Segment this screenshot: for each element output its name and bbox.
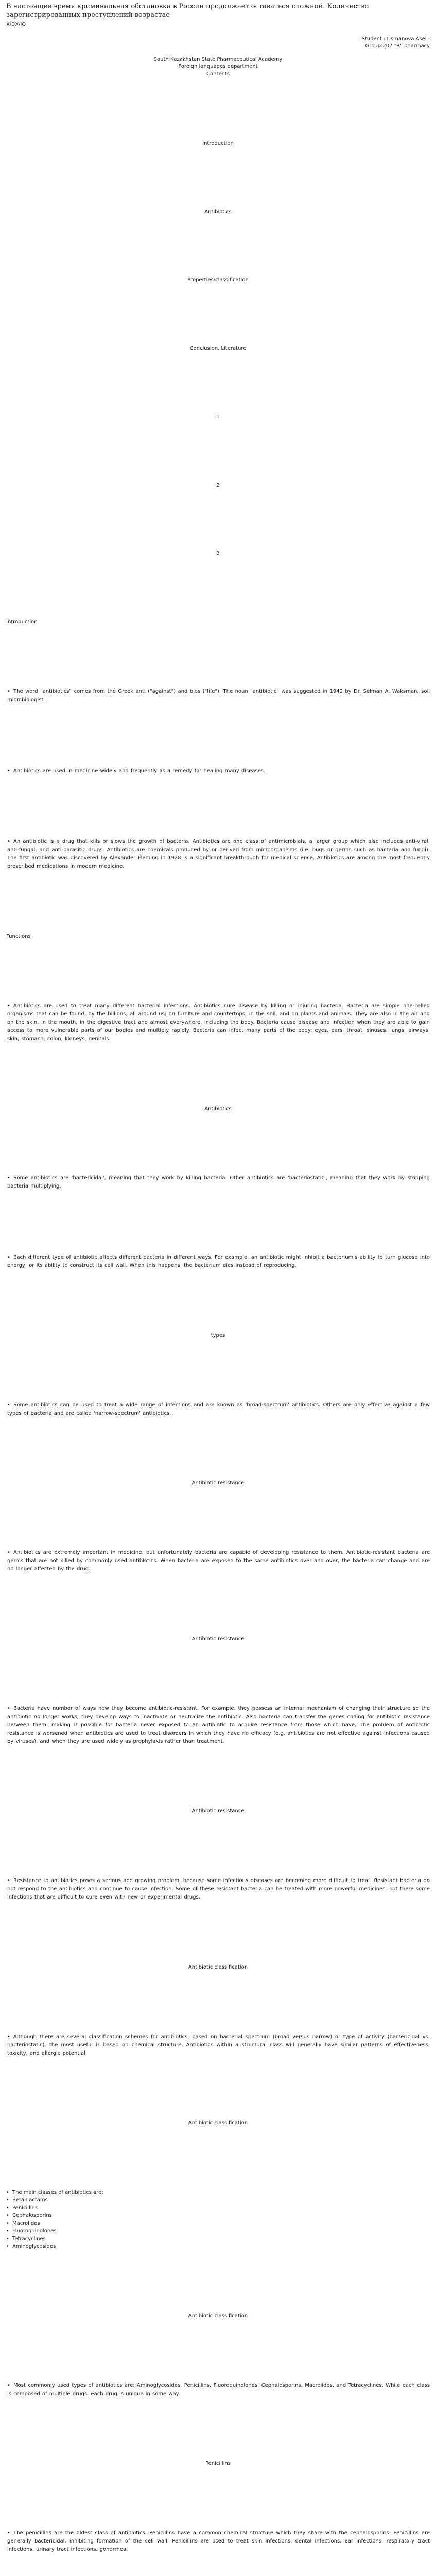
classes-list bbox=[6, 2189, 430, 2250]
paragraph-intro-1: • The word "antibiotics" comes from the Greek anti ("against") and bios ("life"). The noun "antibiotic" was suggested in 1942 by Dr. Selman A. Waksman, soil microbiologist . bbox=[6, 688, 430, 704]
paragraph-antibiotics-1: • Some antibiotics are 'bactericidal', meaning that they work by killing bacteria. Other antibiotics are 'bacteriostatic', meaning that they work by stopping bacteria multiplying. bbox=[6, 1174, 430, 1191]
toc-conclusion: Conclusion. Literature bbox=[189, 346, 247, 351]
university-info bbox=[6, 56, 430, 78]
section-resistance-3: Antibiotic resistance bbox=[191, 1808, 245, 1815]
paragraph-intro-2: • Antibiotics are used in medicine widely and frequently as a remedy for healing many diseases. bbox=[6, 767, 430, 775]
list-item: • Penicillins bbox=[6, 2204, 430, 2212]
paragraph-antibiotics-2: • Each different type of antibiotic affects different bacteria in different ways. For example, an antibiotic might inhibit a bacterium's ability to turn glucose into energy, or its ability to construct its cell wall. When this happens, the bacterium dies instead of reproducing. bbox=[6, 1253, 430, 1270]
paragraph-resistance-2: • Bacteria have number of ways how they become antibiotic-resistant. For example, they possess an internal mechanism of changing their structure so the antibiotic no longer works, they develop ways to inactivate or neutralize the antibiotic. Also bacteria can transfer the genes coding for antibiotic resistance between them, making it possible for bacteria never exposed to an antibiotic to acquire resistance from those which have. The problem of antibiotic resistance is worsened when antibiotics are used to treat disorders in which they have no efficacy (e.g. antibiotics are not effective against infections caused by viruses), and when they are used widely as prophylaxis rather than treatment. bbox=[6, 1705, 430, 1746]
paragraph-classification-1: • Although there are several classification schemes for antibiotics, based on bacterial spectrum (broad versus narrow) or type of activity (bactericidal vs. bacteriostatic), the most useful is based on chemical structure. Antibiotics within a structural class will generally have similar patterns of effectiveness, toxicity, and allergic potential. bbox=[6, 2033, 430, 2058]
student-name: Student : Usmanova Asel . bbox=[361, 36, 430, 42]
list-item: • Macrolides bbox=[6, 2219, 430, 2227]
section-antibiotics: Antibiotics bbox=[204, 1106, 232, 1112]
list-item: • Cephalosporins bbox=[6, 2212, 430, 2219]
student-group: Group:207 "R" pharmacy bbox=[365, 43, 430, 49]
toc-number-3: 3 bbox=[216, 551, 220, 557]
paragraph-intro-3: • An antibiotic is a drug that kills or slows the growth of bacteria. Antibiotics are one class of antimicrobials, a larger group which also includes anti-viral, anti-fungal, and anti-parasitic drugs. Antibiotics are chemicals produced by or derived from microorganisms (i.e. bugs or germs such as bacteria and fungi). The first antibiotic was discovered by Alexander Fleming in 1928 is a significant breakthrough for medical science. Antibiotics are among the most frequently prescribed medications in modern medicine. bbox=[6, 838, 430, 871]
toc-number-2: 2 bbox=[216, 482, 220, 488]
document-header bbox=[6, 0, 430, 78]
document-title: В настоящее время криминальная обстановка в России продолжает оставаться сложной. Количество зарегистрированных преступлений возрастае bbox=[6, 3, 369, 19]
source-line: Х/ЭХ/Ю bbox=[6, 22, 26, 27]
section-classification: Antibiotic classification bbox=[188, 1964, 248, 1970]
department-name: Foreign languages department bbox=[178, 64, 258, 70]
toc-properties: Properties/classification bbox=[187, 277, 249, 283]
student-info bbox=[6, 36, 430, 50]
paragraph-resistance-3: • Resistance to antibiotics poses a serious and growing problem, because some infectious diseases are becoming more difficult to treat. Resistant bacteria do not respond to the antibiotics and continue to cause infection. Some of these resistant bacteria can be treated with more powerful medicines, but there some infections that are difficult to cure even with new or experimental drugs. bbox=[6, 1877, 430, 1902]
paragraph-penicillins-2: • The penicillins are the oldest class of antibiotics. Penicillins have a common chemical structure which they share with the cephalosporins. Penicillins are generally bactericidal, inhibiting formation of the cell wall. Penicillins are used to treat skin infections, dental infections, ear infections, respiratory tract infections, urinary tract infections, gonorrhea. bbox=[6, 2529, 430, 2554]
toc-introduction: Introduction bbox=[202, 140, 234, 146]
toc-antibiotics: Antibiotics bbox=[204, 209, 232, 215]
list-item: • Aminoglycosides bbox=[6, 2243, 430, 2250]
section-introduction: Introduction bbox=[6, 619, 38, 625]
toc-number-1: 1 bbox=[216, 414, 220, 420]
paragraph-penicillins-1: • Most commonly used types of antibiotics are: Aminoglycosides, Penicillins, Fluoroquinolones, Cephalosporins, Macrolides, and Tetracyclines. While each class is composed of multiple drugs, each drug is unique in some way. bbox=[6, 2382, 430, 2398]
section-resistance-2: Antibiotic resistance bbox=[191, 1636, 245, 1642]
section-types: types bbox=[211, 1332, 225, 1338]
section-classification-3: Antibiotic classification bbox=[188, 2313, 248, 2319]
list-item: • Fluoroquinolones bbox=[6, 2227, 430, 2235]
paragraph-functions-1: • Antibiotics are used to treat many different bacterial infections. Antibiotics cure disease by killing or injuring bacteria. Bacteria are simple one-celled organisms that can be found, by the billions, all around us: on furniture and countertops, in the soil, and on plants and animals. They are also in the air and on the skin, in the mouth, in the digestive tract and almost everywhere, including the body. Bacteria cause disease and infection when they are able to gain access to more vulnerable parts of our bodies and multiply rapidly. Bacteria can infect many parts of the body: eyes, ears, throat, sinuses, lungs, airways, skin, stomach, colon, kidneys, genitals. bbox=[6, 1002, 430, 1043]
paragraph-resistance-1: • Antibiotics are extremely important in medicine, but unfortunately bacteria are capable of developing resistance to them. Antibiotic-resistant bacteria are germs that are not killed by commonly used antibiotics. When bacteria are exposed to the same antibiotics over and over, the bacteria can change and are no longer affected by the drug. bbox=[6, 1549, 430, 1573]
section-classification-2: Antibiotic classification bbox=[188, 2120, 248, 2126]
list-item: • Beta-Lactams bbox=[6, 2196, 430, 2204]
section-functions: Functions bbox=[6, 934, 31, 939]
list-item: • Tetracyclines bbox=[6, 2235, 430, 2243]
section-penicillins: Penicillins bbox=[205, 2461, 231, 2467]
section-resistance: Antibiotic resistance bbox=[191, 1480, 245, 1486]
contents-heading: Contents bbox=[206, 71, 230, 77]
list-item: • The main classes of antibiotics are: bbox=[6, 2189, 430, 2196]
paragraph-types-1: • Some antibiotics can be used to treat a wide range of infections and are known as 'broad-spectrum' antibiotics. Others are only effective against a few types of bacteria and are called 'narrow-spectrum' antibiotics. bbox=[6, 1401, 430, 1418]
university-name: South Kazakhstan State Pharmaceutical Academy bbox=[153, 57, 283, 62]
